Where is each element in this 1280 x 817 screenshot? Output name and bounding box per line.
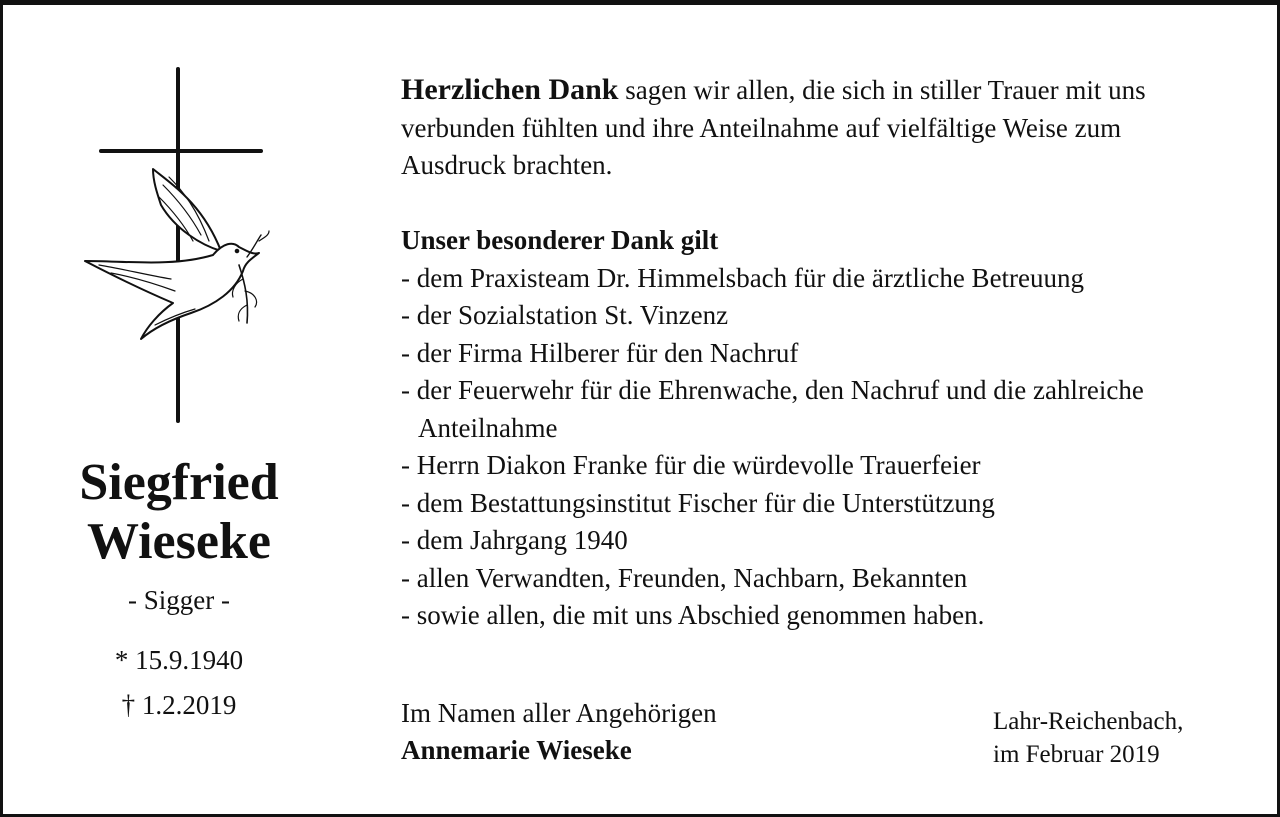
list-item: - dem Praxisteam Dr. Himmelsbach für die ärztliche Betreuung xyxy=(401,262,1085,293)
deceased-first-name: Siegfried xyxy=(79,454,279,511)
list-item: - der Sozialstation St. Vinzenz xyxy=(401,300,729,330)
signature-line: Im Namen aller Angehörigen xyxy=(401,698,717,728)
special-thanks-list xyxy=(401,260,1231,635)
list-item: - der Feuerwehr für die Ehrenwache, den Nachruf und die zahlreiche Anteilnahme xyxy=(401,375,1144,443)
birth-date: * 15.9.1940 xyxy=(114,645,244,675)
place-text: Lahr-Reichenbach, xyxy=(993,708,1184,735)
paragraph-gap xyxy=(401,185,1231,223)
deceased-info xyxy=(43,453,315,722)
list-item: - der Firma Hilberer für den Nachruf xyxy=(401,337,799,368)
deceased-nickname: - Sigger - xyxy=(128,585,230,615)
list-item: - Herrn Diakon Franke für die würdevolle Trauerfeier xyxy=(401,450,981,480)
date-text: im Februar 2019 xyxy=(993,741,1160,768)
thanks-intro xyxy=(401,71,1231,185)
signer-name: Annemarie Wieseke xyxy=(401,735,632,765)
thanks-text xyxy=(401,71,1231,635)
list-item: - dem Jahrgang 1940 xyxy=(401,525,628,555)
special-thanks-heading: Unser besonderer Dank gilt xyxy=(401,225,719,255)
place-date-block xyxy=(993,705,1183,771)
cross-with-dove-icon xyxy=(63,65,293,427)
death-date: † 1.2.2019 xyxy=(121,690,237,720)
deceased-last-name: Wieseke xyxy=(87,513,271,570)
signature-block xyxy=(401,695,717,769)
list-item: - dem Bestattungsinstitut Fischer für die Unterstützung xyxy=(401,487,995,518)
thanks-intro-rest: sagen wir allen, die sich in stiller Trauer mit uns verbunden fühlten und ihre Anteilnahme auf vielfältige Weise zum Ausdruck brachten. xyxy=(401,75,1146,180)
thanks-intro-lead: Herzlichen Dank xyxy=(401,73,619,106)
list-item: - sowie allen, die mit uns Abschied genommen haben. xyxy=(401,600,985,630)
list-item: - allen Verwandten, Freunden, Nachbarn, Bekannten xyxy=(401,562,968,593)
